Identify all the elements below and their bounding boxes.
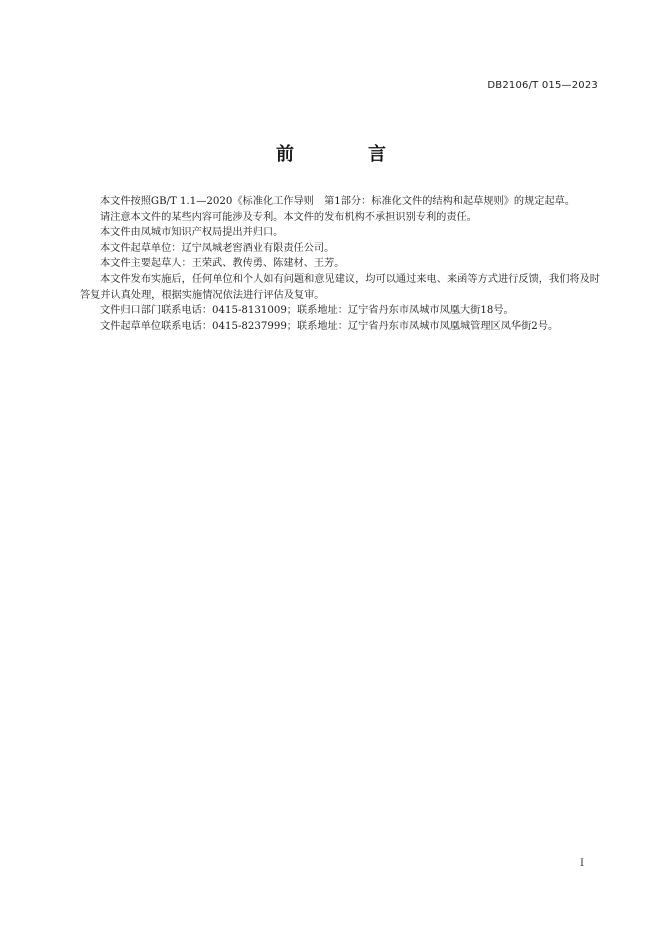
paragraph-drafting-unit: 本文件起草单位：辽宁凤城老窖酒业有限责任公司。 — [100, 242, 335, 254]
paragraph-drafting-rules: 本文件按照GB/T 1.1—2020《标准化工作导则 第1部分：标准化文件的结构和起草规则》的规定起草。 — [100, 196, 576, 207]
paragraph-authority-contact: 文件归口部门联系电话：0415-8131009；联系地址：辽宁省丹东市凤城市凤凰大街18号。 — [100, 305, 514, 317]
paragraph-proposer: 本文件由凤城市知识产权局提出并归口。 — [100, 227, 284, 239]
paragraph-patent-notice: 请注意本文件的某些内容可能涉及专利。本文件的发布机构不承担识别专利的责任。 — [100, 211, 477, 223]
page-title: 前 言 — [276, 144, 414, 165]
foreword-body — [80, 194, 600, 334]
paragraph-drafters: 本文件主要起草人：王荣武、教传勇、陈建材、王芳。 — [100, 258, 345, 270]
page-number: I — [580, 858, 584, 869]
paragraph-feedback: 本文件发布实施后，任何单位和个人如有问题和意见建议，均可以通过来电、来函等方式进行反馈，我们将及时答复并认真处理，根据实施情况依法进行评估及复审。 — [80, 273, 600, 301]
standard-code: DB2106/T 015—2023 — [487, 80, 598, 91]
paragraph-drafter-contact: 文件起草单位联系电话：0415-8237999；联系地址：辽宁省丹东市凤城市凤凰城管理区凤华街2号。 — [100, 320, 559, 332]
